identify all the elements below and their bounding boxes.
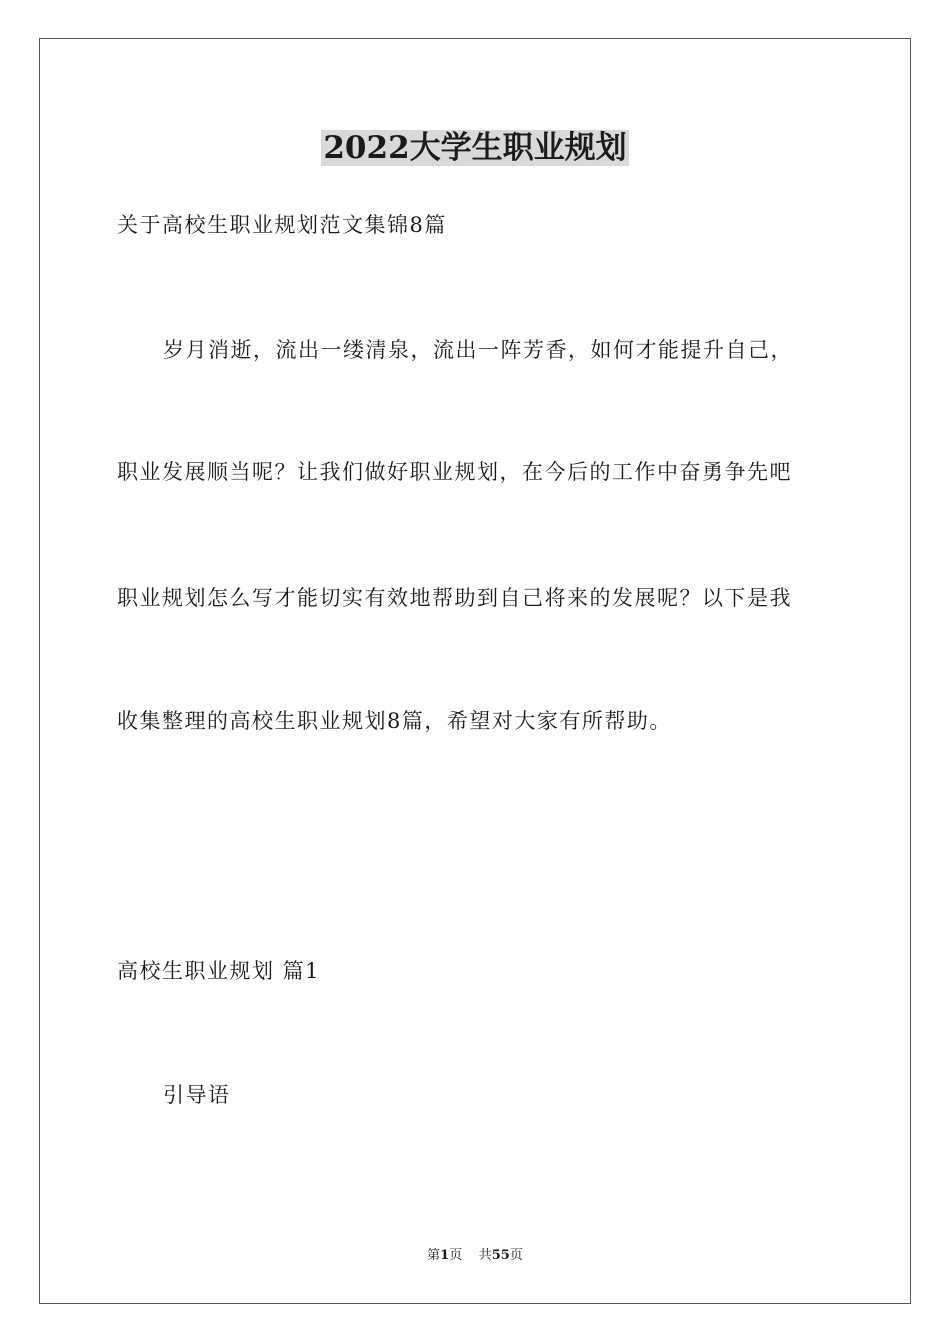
section-heading: 高校生职业规划 篇1 [117,959,321,983]
section-lead: 引导语 [163,1083,231,1107]
footer-total-pages: 55 [491,1248,510,1263]
footer-page-prefix: 第 [427,1248,441,1263]
paragraph-line-4: 收集整理的高校生职业规划8篇，希望对大家有所帮助。 [117,709,672,733]
paragraph-line-2: 职业发展顺当呢？让我们做好职业规划，在今后的工作中奋勇争先吧 [117,460,792,484]
paragraph-line-1: 岁月消逝，流出一缕清泉，流出一阵芳香，如何才能提升自己， [163,338,793,362]
document-title [0,126,950,170]
paragraph-line-3: 职业规划怎么写才能切实有效地帮助到自己将来的发展呢？以下是我 [117,586,792,610]
footer-page-suffix: 页 [449,1248,463,1263]
document-subtitle: 关于高校生职业规划范文集锦8篇 [117,213,447,237]
page-footer [0,1247,950,1265]
footer-total-suffix: 页 [509,1248,523,1263]
footer-total-prefix: 共 [478,1248,492,1263]
document-title-text: 2022大学生职业规划 [323,130,627,166]
footer-page-number: 1 [440,1248,450,1263]
